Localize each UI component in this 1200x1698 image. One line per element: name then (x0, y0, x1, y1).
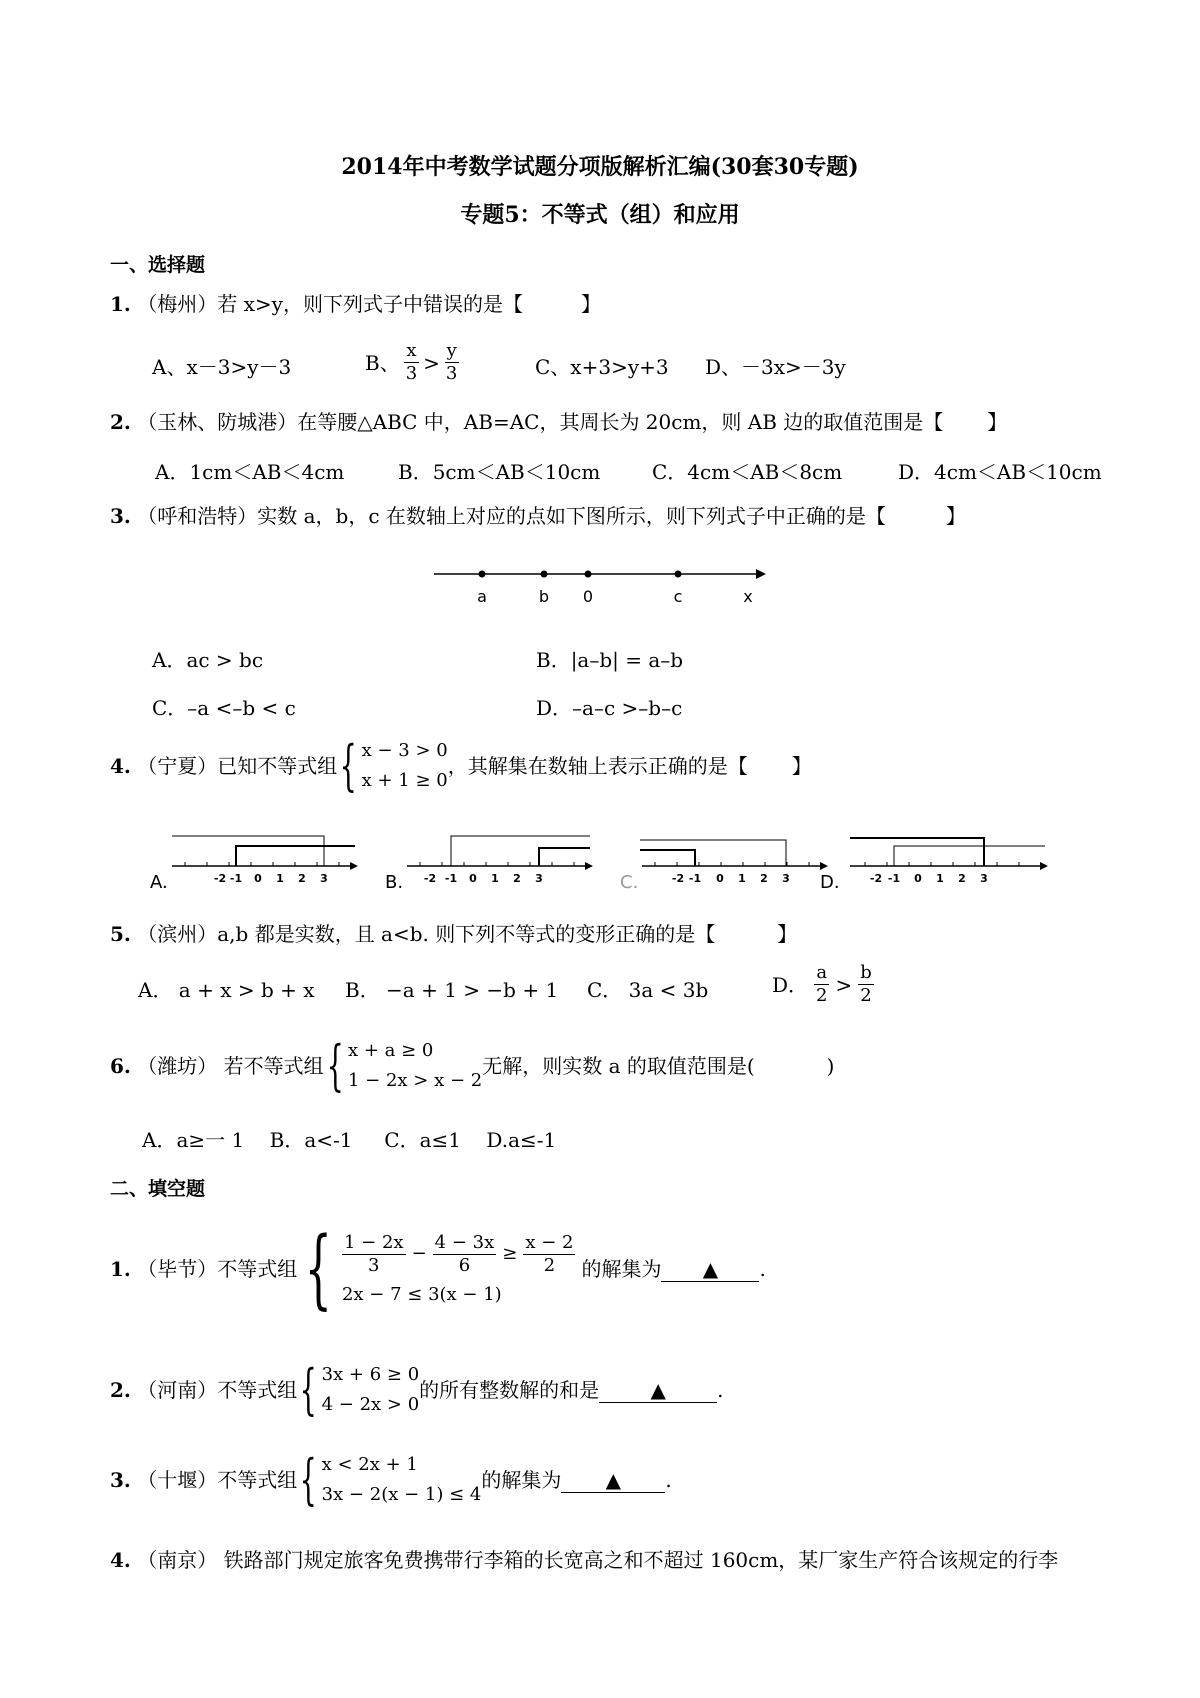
number-line-figure (430, 560, 770, 610)
q5-option-c: C． 3a < 3b (587, 978, 709, 1002)
question-text-tail: 无解，则实数 a 的取值范围是( (482, 1054, 755, 1078)
q3-option-c: C．–a <–b < c (152, 696, 296, 720)
label-0: 0 (582, 587, 594, 606)
option-letter: C. (620, 872, 639, 893)
question-number: 4. (110, 1548, 131, 1572)
question-number: 4. (110, 754, 131, 778)
point-a (479, 571, 486, 578)
inequality-1: x < 2x + 1 (321, 1454, 418, 1475)
denominator: 3 (405, 363, 418, 384)
tick-label: -1 (887, 872, 901, 885)
option-letter: B、 (365, 350, 400, 375)
axis-arrow (756, 569, 766, 579)
option-letter: B. (385, 872, 404, 893)
q1-option-b (365, 340, 459, 385)
question-number: 1. (110, 292, 131, 316)
tick-label: 1 (276, 872, 284, 885)
axis-arrow (350, 862, 358, 870)
answer-blank: ▲ (599, 1378, 717, 1403)
question-number: 5. (110, 922, 131, 946)
brace-icon: { (299, 1358, 318, 1421)
label-b: b (538, 587, 550, 606)
numerator: 4 − 3x (434, 1231, 495, 1253)
option-letter: D. (820, 872, 840, 893)
bracket-close: 】 (987, 410, 1008, 434)
bracket-close: 】 (791, 754, 812, 778)
solution-ray (539, 848, 590, 866)
label-c: c (673, 587, 683, 606)
tick-label: 2 (958, 872, 966, 885)
q4-option-c-graph (620, 840, 828, 893)
q3-option-b: B．|a–b| = a–b (536, 648, 684, 672)
denominator: 2 (543, 1254, 556, 1276)
inequality-2: 3x − 2(x − 1) ≤ 4 (321, 1484, 482, 1505)
tick-label: -1 (229, 872, 243, 885)
fraction (342, 1232, 406, 1277)
axis-arrow (820, 862, 828, 870)
label-x: x (743, 587, 753, 606)
brace-icon: { (304, 1219, 333, 1319)
point-b (541, 571, 548, 578)
document-subtitle: 专题5：不等式（组）和应用 (460, 202, 740, 228)
answer-blank: ▲ (661, 1257, 759, 1282)
solution-ray (640, 840, 786, 866)
label-a: a (477, 587, 487, 606)
question-text: （河南）不等式组 (137, 1378, 298, 1402)
numerator: b (860, 962, 872, 983)
bracket-close: 】 (777, 922, 798, 946)
q3-option-d: D．–a–c >–b–c (536, 696, 683, 720)
tick-label: -2 (869, 872, 883, 885)
brace-icon: { (339, 734, 358, 797)
inequality-1: x − 3 > 0 (361, 740, 448, 761)
numerator: a (816, 962, 828, 983)
inequality-system (337, 736, 447, 796)
solution-ray (850, 838, 984, 866)
solution-ray (894, 846, 1045, 866)
operator: − (411, 1243, 427, 1264)
question-text-tail: ，其解集在数轴上表示正确的是【 (447, 754, 748, 778)
document-title: 2014年中考数学试题分项版解析汇编(30套30专题) (341, 154, 859, 180)
tick-label: -2 (423, 872, 437, 885)
denominator: 3 (368, 1254, 380, 1276)
q5-option-d (772, 962, 874, 1007)
option-letter: A. (150, 872, 168, 893)
denominator: 3 (445, 363, 458, 384)
answer-blank: ▲ (561, 1468, 665, 1493)
inequality-1 (342, 1232, 576, 1277)
question-number: 3. (110, 504, 131, 528)
question-text: （梅州）若 x>y，则下列式子中错误的是【 (137, 292, 523, 316)
q5-option-a: A． a + x > b + x (138, 978, 315, 1002)
inequality-system (342, 1232, 576, 1307)
question-text: （潍坊） 若不等式组 (137, 1054, 324, 1078)
inequality-2: x + 1 ≥ 0 (361, 770, 448, 791)
q1-option-a: A、x－3>y－3 (152, 355, 292, 379)
fill-3-stem (110, 1450, 672, 1510)
tick-label: -1 (444, 872, 458, 885)
question-4-stem (110, 736, 812, 796)
inequality-system (324, 1036, 483, 1096)
question-text-tail: 的所有整数解的和是 (419, 1378, 600, 1402)
question-text-tail: 的解集为 (581, 1257, 662, 1281)
tick-label: 1 (491, 872, 499, 885)
question-text: （十堰）不等式组 (137, 1468, 298, 1492)
q4-option-a-graph (150, 836, 358, 893)
option-letter: D． (772, 972, 809, 997)
question-text: （滨州）a,b 都是实数，且 a<b. 则下列不等式的变形正确的是【 (137, 922, 716, 946)
period: . (717, 1378, 724, 1402)
fraction (814, 962, 829, 1007)
tick-label: 3 (980, 872, 988, 885)
q4-option-b-graph (385, 836, 593, 893)
question-text: （玉林、防城港）在等腰△ABC 中，AB=AC，其周长为 20cm，则 AB 边的取值范围是【 (137, 410, 944, 434)
operator: > (423, 350, 440, 375)
question-text: （宁夏）已知不等式组 (137, 754, 338, 778)
q4-option-d-graph (820, 838, 1048, 893)
fraction (523, 1232, 575, 1277)
numerator: y (446, 340, 457, 361)
denominator: 2 (816, 985, 828, 1006)
question-5-stem (110, 922, 797, 946)
tick-label: -1 (688, 872, 702, 885)
inequality-2: 4 − 2x > 0 (321, 1394, 420, 1415)
question-1-stem (110, 292, 601, 316)
tick-label: -2 (213, 872, 227, 885)
question-number: 2. (110, 410, 131, 434)
bracket-close: 】 (945, 504, 966, 528)
fraction (444, 340, 459, 385)
axis-arrow (1040, 862, 1048, 870)
fraction (858, 962, 874, 1007)
question-2-stem (110, 410, 1007, 434)
section-choice-title: 一、选择题 (110, 254, 206, 276)
question-number: 2. (110, 1378, 131, 1402)
fill-2-stem (110, 1360, 724, 1420)
tick-label: 0 (716, 872, 724, 885)
operator: > (835, 972, 853, 997)
question-text-tail: 的解集为 (481, 1468, 562, 1492)
q5-option-b: B． −a + 1 > −b + 1 (345, 978, 559, 1002)
question-6-stem (110, 1036, 834, 1096)
numerator: x (406, 340, 417, 361)
tick-label: 0 (914, 872, 922, 885)
solution-ray (172, 836, 324, 866)
tick-label: -2 (671, 872, 685, 885)
inequality-2: 2x − 7 ≤ 3(x − 1) (341, 1283, 502, 1305)
denominator: 6 (458, 1254, 471, 1276)
question-text: （毕节）不等式组 (137, 1257, 298, 1281)
axis-arrow (585, 862, 593, 870)
q2-option-c: C．4cm＜AB＜8cm (652, 460, 843, 484)
tick-label: 3 (320, 872, 328, 885)
question-number: 6. (110, 1054, 131, 1078)
fill-4-stem (110, 1548, 1058, 1572)
tick-label: 2 (760, 872, 768, 885)
q4-options-figure (150, 826, 1080, 896)
point-0 (585, 571, 592, 578)
bracket-close: 】 (580, 292, 601, 316)
section-fill-title: 二、填空题 (110, 1178, 206, 1200)
brace-icon: { (326, 1034, 344, 1097)
inequality-1: x + a ≥ 0 (347, 1040, 434, 1061)
q2-option-b: B．5cm＜AB＜10cm (398, 460, 601, 484)
inequality-2: 1 − 2x > x − 2 (347, 1070, 483, 1091)
numerator: 1 − 2x (343, 1231, 404, 1253)
brace-icon: { (299, 1448, 318, 1511)
question-3-stem (110, 504, 966, 528)
tick-label: 1 (738, 872, 746, 885)
question-number: 1. (110, 1257, 131, 1281)
period: . (665, 1468, 672, 1492)
question-text: （呼和浩特）实数 a，b，c 在数轴上对应的点如下图所示，则下列式子中正确的是【 (137, 504, 886, 528)
tick-label: 3 (782, 872, 790, 885)
q6-options: A．a≥一 1 B．a<-1 C．a≤1 D.a≤-1 (142, 1128, 557, 1152)
tick-label: 2 (298, 872, 306, 885)
denominator: 2 (860, 985, 872, 1006)
question-text: （南京） 铁路部门规定旅客免费携带行李箱的长宽高之和不超过 160cm，某厂家生产符合该规定的行李 (137, 1548, 1059, 1572)
q3-option-a: A．ac > bc (152, 648, 264, 672)
tick-label: 2 (513, 872, 521, 885)
inequality-system (297, 1450, 481, 1510)
tick-label: 1 (936, 872, 944, 885)
point-c (675, 571, 682, 578)
paren-close: ) (826, 1054, 835, 1078)
solution-ray (451, 836, 590, 866)
solution-ray (640, 850, 695, 866)
q1-option-c: C、x+3>y+3 (535, 355, 669, 379)
q2-option-d: D．4cm＜AB＜10cm (898, 460, 1102, 484)
fraction (404, 340, 419, 385)
fraction (433, 1232, 497, 1277)
inequality-1: 3x + 6 ≥ 0 (321, 1364, 420, 1385)
fill-1-stem (110, 1219, 766, 1319)
inequality-system (297, 1360, 419, 1420)
tick-label: 0 (254, 872, 262, 885)
question-number: 3. (110, 1468, 131, 1492)
operator: ≥ (502, 1243, 518, 1264)
tick-label: 3 (535, 872, 543, 885)
q2-option-a: A．1cm＜AB＜4cm (155, 460, 345, 484)
tick-label: 0 (469, 872, 477, 885)
q1-option-d: D、－3x>－3y (705, 355, 846, 379)
numerator: x − 2 (525, 1231, 574, 1253)
period: . (759, 1257, 766, 1281)
